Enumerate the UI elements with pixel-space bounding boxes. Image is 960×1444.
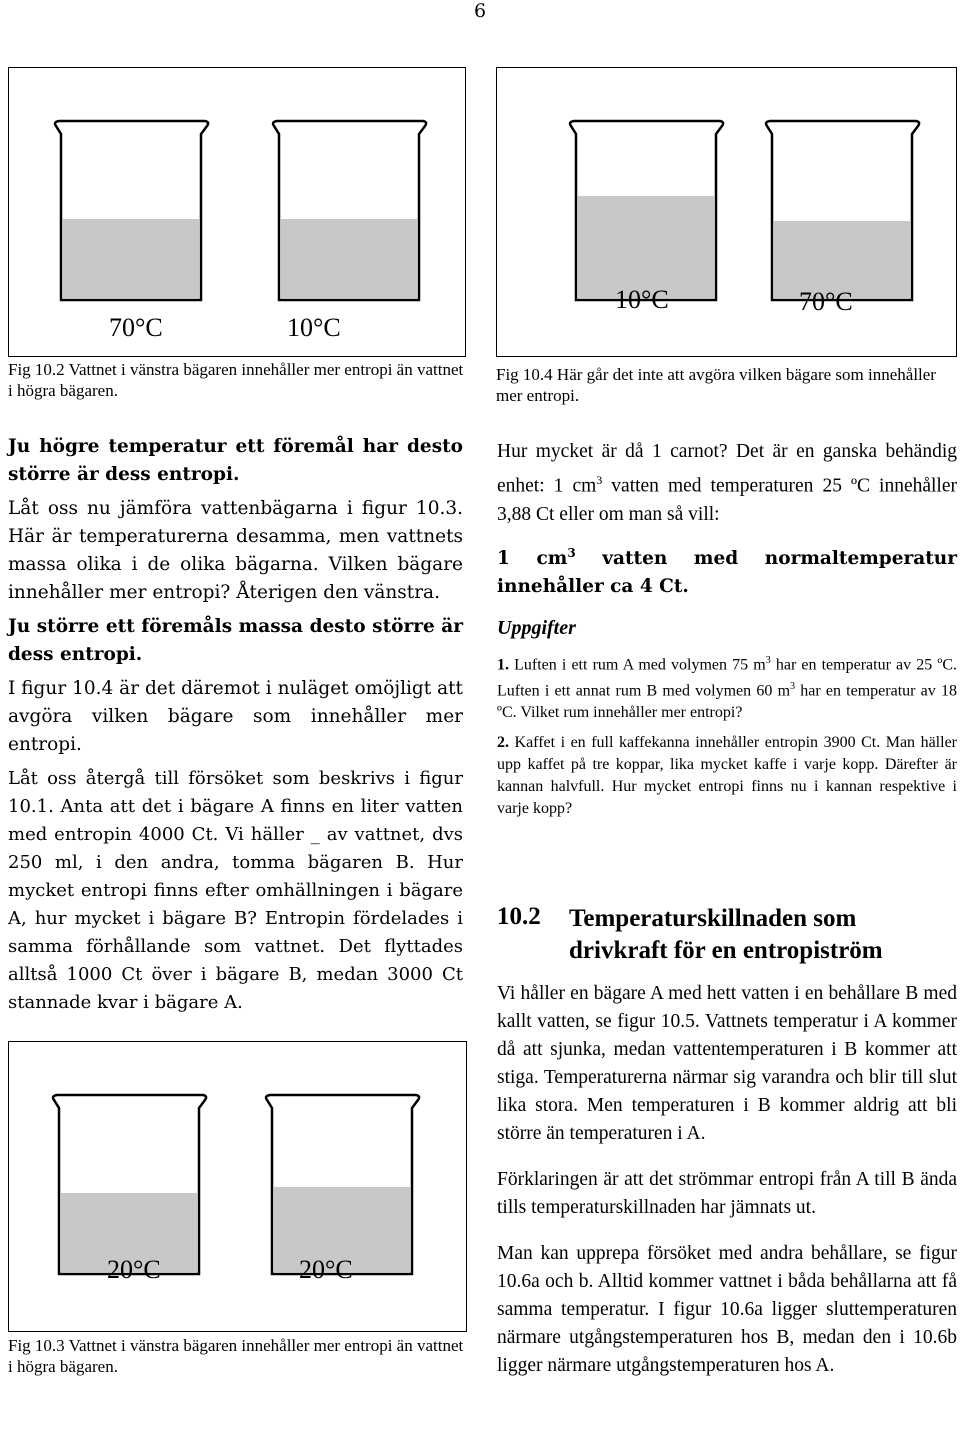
water-fill — [281, 219, 417, 298]
water-fill — [578, 196, 714, 298]
beaker-left — [570, 121, 723, 300]
text-run: Kaffet i en full kaffekanna innehåller entropin 3900 Ct. Man häller upp kaffet på tre koppar, lika mycket kaffe i varje kopp. Därefter är kannan halvfull. Hur mycket entropi finns nu i kannan respektive i varje kopp? — [497, 734, 957, 818]
figure-10-2-caption: Fig 10.2 Vattnet i vänstra bägaren innehåller mer entropi än vattnet i högra bägaren. — [8, 360, 464, 400]
right-column — [497, 438, 957, 820]
beaker-illustration — [9, 1042, 466, 1331]
beaker-right — [273, 121, 426, 300]
page-number: 6 — [474, 0, 487, 22]
beaker-left — [55, 121, 208, 300]
paragraph: Låt oss återgå till försöket som beskrivs i figur 10.1. Anta att det i bägare A finns en liter vatten med entropin 4000 Ct. Vi häller _ av vattnet, dvs 250 ml, i den andra, tomma bägaren B. Hur mycket entropi finns efter omhällningen i bägare A, hur mycket i bägare B? Entropin fördelades i samma förhållande som vattnet. Det flyttades alltså 1000 Ct över i bägare B, medan 3000 Ct stannade kvar i bägare A. — [8, 768, 463, 1013]
beaker-right — [766, 121, 919, 300]
superscript: 3 — [790, 680, 796, 692]
water-fill — [63, 219, 199, 298]
beaker-illustration — [9, 68, 465, 356]
paragraph: Låt oss nu jämföra vattenbägarna i figur 10.3. Här är temperaturerna desamma, men vattnets massa olika i de olika bägarna. Vilken bägare innehåller mer entropi? Återigen den vänstra. — [8, 498, 463, 603]
beaker-right-label: 70°C — [799, 287, 853, 316]
section-number: 10.2 — [497, 903, 541, 930]
text-run: vatten med normaltemperatur innehåller ca 4 Ct. — [497, 547, 957, 597]
task-1 — [497, 650, 957, 725]
rule-carnot — [497, 539, 957, 601]
beaker-left-label: 20°C — [107, 1255, 161, 1284]
left-column — [8, 433, 463, 1023]
beaker-right-label: 10°C — [287, 313, 341, 342]
paragraph: I figur 10.4 är det däremot i nuläget omöjligt att avgöra vilken bägare som innehåller mer entropi. — [8, 678, 463, 755]
figure-10-3 — [8, 1041, 467, 1332]
text-run: Luften i ett rum A med volymen 75 m — [509, 655, 766, 673]
superscript: 3 — [596, 473, 603, 487]
section-title: Temperaturskillnaden som drivkraft för en entropiström — [569, 905, 883, 964]
task-number: 2. — [497, 734, 509, 752]
text-run: Hur mycket är då 1 carnot? Det är en ganska behändig enhet: 1 cm — [497, 441, 957, 497]
rule-temperature: Ju högre temperatur ett föremål har desto större är dess entropi. — [8, 436, 463, 485]
task-number: 1. — [497, 655, 509, 673]
beaker-left-label: 70°C — [109, 313, 163, 342]
figure-10-3-caption: Fig 10.3 Vattnet i vänstra bägaren innehåller mer entropi än vattnet i högra bägaren. — [8, 1336, 464, 1376]
paragraph: Förklaringen är att det strömmar entropi från A till B ända tills temperaturskillnaden har jämnats ut. — [497, 1169, 957, 1218]
beaker-right — [266, 1095, 419, 1274]
superscript: 3 — [765, 654, 771, 666]
figure-10-2 — [8, 67, 466, 357]
text-run: vatten med temperaturen 25 ºC innehåller 3,88 Ct eller om man så vill: — [497, 475, 957, 525]
text-run: 1 cm — [497, 547, 568, 569]
text-run: har en temperatur av 18 ºC. Vilket rum innehåller mer entropi? — [497, 682, 957, 722]
beaker-illustration — [497, 68, 956, 356]
paragraph — [497, 438, 957, 529]
figure-10-4 — [496, 67, 957, 357]
paragraph: Vi håller en bägare A med hett vatten i en behållare B med kallt vatten, se figur 10.5. Vattnets temperatur i A kommer då att sjunka, medan vattentemperaturen i B kommer att stiga. Temperaturerna närmar sig varandra och blir till slut lika stora. Men temperaturen i B kommer aldrig att bli större än temperaturen i A. — [497, 983, 957, 1144]
beaker-right-label: 20°C — [299, 1255, 353, 1284]
paragraph: Man kan upprepa försöket med andra behållare, se figur 10.6a och b. Alltid kommer vattnet i båda behållarna att få samma temperatur. I figur 10.6a ligger sluttemperaturen närmare utgångstemperaturen hos B, medan den i 10.6b ligger närmare utgångstemperaturen hos A. — [497, 1243, 957, 1376]
section-heading — [497, 903, 957, 973]
superscript: 3 — [567, 545, 576, 560]
figure-10-4-caption: Fig 10.4 Här går det inte att avgöra vilken bägare som innehåller mer entropi. — [496, 365, 936, 405]
task-2 — [497, 732, 957, 820]
text-run: har en temperatur av 25 ºC. Luften i ett annat rum B med volymen 60 m — [497, 655, 958, 700]
beaker-left-label: 10°C — [615, 285, 669, 314]
uppgifter-heading: Uppgifter — [497, 616, 576, 639]
right-column-lower — [497, 980, 957, 1380]
rule-mass: Ju större ett föremåls massa desto större är dess entropi. — [8, 616, 463, 665]
beaker-left — [53, 1095, 206, 1274]
